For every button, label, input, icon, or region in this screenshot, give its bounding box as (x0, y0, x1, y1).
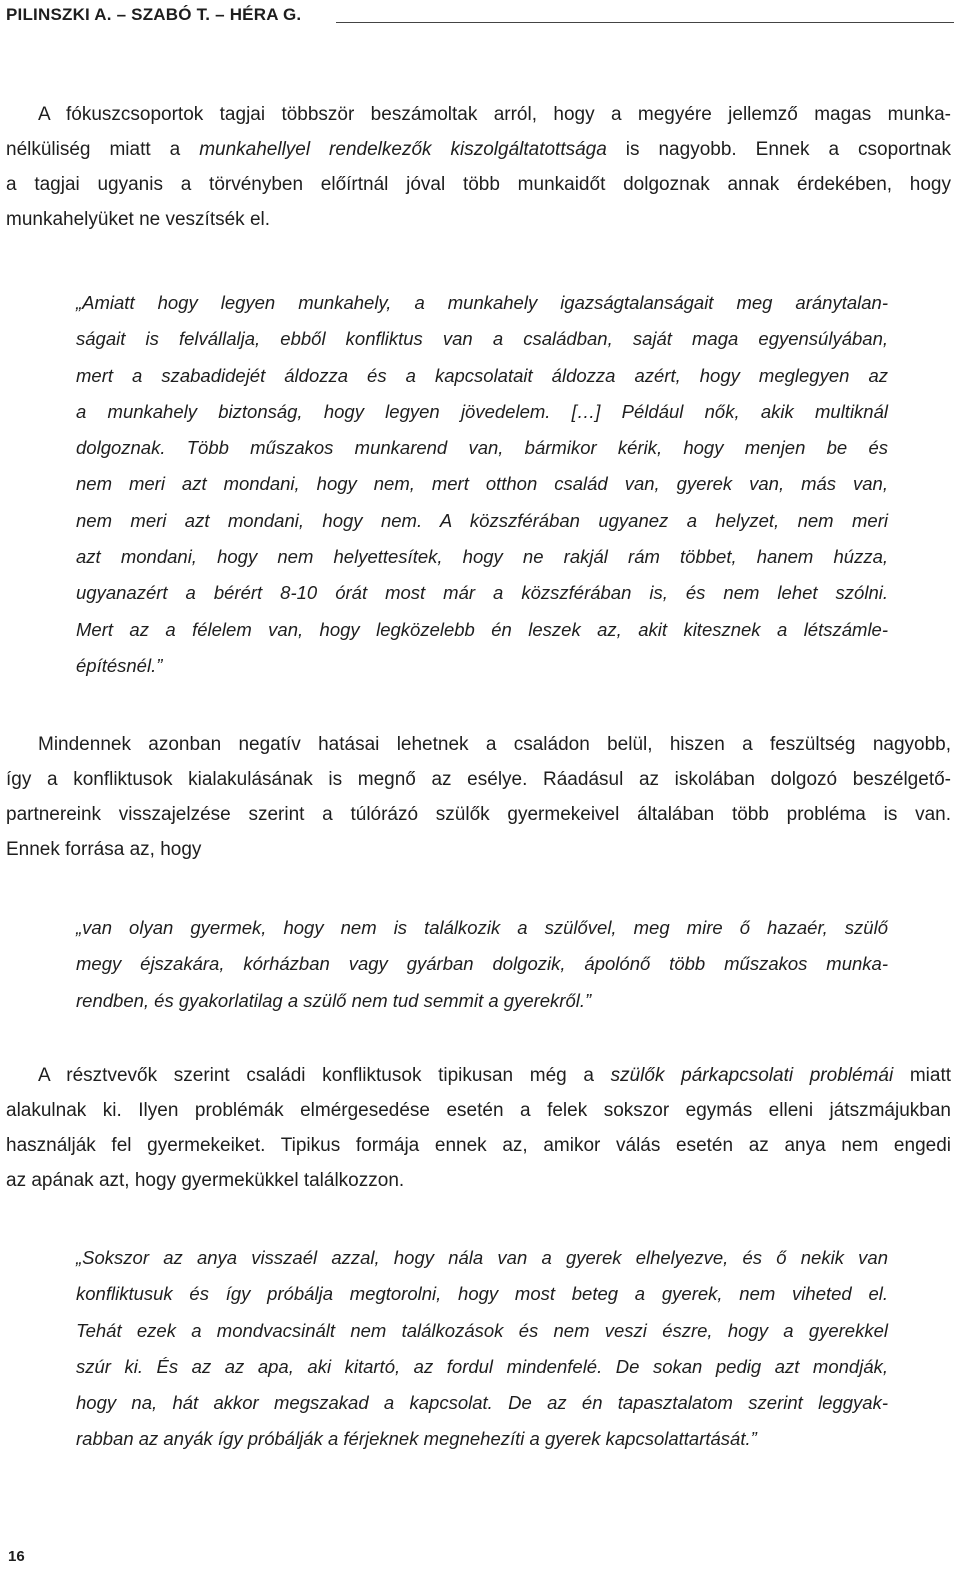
paragraph-text: is nagyobb. Ennek a csoportnak (606, 139, 951, 160)
emphasis-text: szülők párkapcsolati problémái (610, 1065, 894, 1086)
quote-line: mert a szabadidejét áldozza és a kapcsolatait áldozza azért, hogy meglegyen az (76, 364, 888, 386)
running-header (6, 4, 954, 28)
header-rule (336, 22, 954, 23)
quote-line: konfliktusuk és így próbálja megtorolni, hogy most beteg a gyerek, nem viheted el. (76, 1283, 888, 1305)
paragraph-line: Mindennek azonban negatív hatásai lehetnek a családon belül, hiszen a feszültség nagyobb, (38, 734, 951, 755)
quote-line: ugyanazért a bérért 8-10 órát most már a közszférában is, és nem lehet szólni. (76, 582, 888, 604)
running-title: PILINSZKI A. – SZABÓ T. – HÉRA G. (6, 5, 302, 24)
block-quote-1 (76, 285, 888, 684)
quote-line: hogy na, hát akkor megszakad a kapcsolat. De az én tapasztalatom szerint leggyak- (76, 1392, 888, 1414)
paragraph-line: így a konfliktusok kialakulásának is megnő az esélye. Ráadásul az iskolában dolgozó beszélgető- (6, 769, 951, 790)
quote-line: „Amiatt hogy legyen munkahely, a munkahely igazságtalanságait meg aránytalan- (76, 292, 888, 313)
quote-line: Mert az a félelem van, hogy legközelebb én leszek az, akit kitesznek a létszámle- (76, 618, 888, 640)
block-quote-2 (76, 910, 888, 1019)
paragraph-line: a tagjai ugyanis a törvényben előírtnál jóval több munkaidőt dolgoznak annak érdekében, hogy (6, 174, 951, 195)
quote-line: építésnél.” (76, 654, 163, 676)
paragraph-line (6, 132, 951, 167)
paragraph-line: alakulnak ki. Ilyen problémák elmérgesedése esetén a felek sokszor egymás elleni játszmájukban (6, 1100, 951, 1121)
paragraph-line: partnereink visszajelzése szerint a túlórázó szülők gyermekeivel általában több probléma is van. (6, 804, 951, 825)
quote-line: azt mondani, hogy nem helyettesítek, hogy ne rakjál rám többet, hanem húzza, (76, 546, 888, 568)
paragraph-line: Ennek forrása az, hogy (6, 839, 202, 860)
quote-line: nem meri azt mondani, hogy nem. A közszférában ugyanez a helyzet, nem meri (76, 509, 888, 531)
emphasis-text: munkahellyel rendelkezők kiszolgáltatottsága (199, 139, 607, 160)
quote-line: ságait is felvállalja, ebből konfliktus van a családban, saját maga egyensúlyában, (76, 328, 888, 350)
block-quote-3 (76, 1240, 888, 1458)
paragraph-line: A fókuszcsoportok tagjai többször beszámoltak arról, hogy a megyére jellemző magas munka- (38, 104, 951, 125)
quote-line: nem meri azt mondani, hogy nem, mert otthon család van, gyerek van, más van, (76, 473, 888, 495)
paragraph-text: A résztvevők szerint családi konfliktusok tipikusan még a (38, 1065, 611, 1086)
paragraph-line: használják fel gyermekeiket. Tipikus formája ennek az, amikor válás esetén az anya nem engedi (6, 1135, 951, 1156)
quote-line: rabban az anyák így próbálják a férjeknek megnehezíti a gyerek kapcsolattartását.” (76, 1428, 757, 1450)
paragraph-line: munkahelyüket ne veszítsék el. (6, 209, 271, 230)
paragraph-text: nélküliség miatt a (6, 139, 200, 160)
body-paragraph-2 (6, 727, 951, 867)
quote-line: rendben, és gyakorlatilag a szülő nem tud semmit a gyerekről.” (76, 989, 592, 1011)
paragraph-text: miatt (893, 1065, 952, 1086)
body-paragraph-3 (6, 1058, 951, 1198)
quote-line: a munkahely biztonság, hogy legyen jövedelem. […] Például nők, akik multiknál (76, 400, 888, 422)
page-number: 16 (8, 1548, 25, 1565)
quote-line: Tehát ezek a mondvacsinált nem találkozások és nem veszi észre, hogy a gyerekkel (76, 1319, 888, 1341)
quote-line: szúr ki. És az az apa, aki kitartó, az fordul mindenfelé. De sokan pedig azt mondják, (76, 1355, 888, 1377)
quote-line: megy éjszakára, kórházban vagy gyárban dolgozik, ápolónő több műszakos munka- (76, 953, 888, 975)
body-paragraph-1 (6, 97, 951, 237)
paragraph-line: az apának azt, hogy gyermekükkel találkozzon. (6, 1170, 405, 1191)
quote-line: „van olyan gyermek, hogy nem is találkozik a szülővel, meg mire ő hazaér, szülő (76, 917, 888, 938)
quote-line: dolgoznak. Több műszakos munkarend van, bármikor kérik, hogy menjen be és (76, 437, 888, 459)
paragraph-line (6, 1058, 951, 1093)
quote-line: „Sokszor az anya visszaél azzal, hogy nála van a gyerek elhelyezve, és ő nekik van (76, 1247, 888, 1268)
